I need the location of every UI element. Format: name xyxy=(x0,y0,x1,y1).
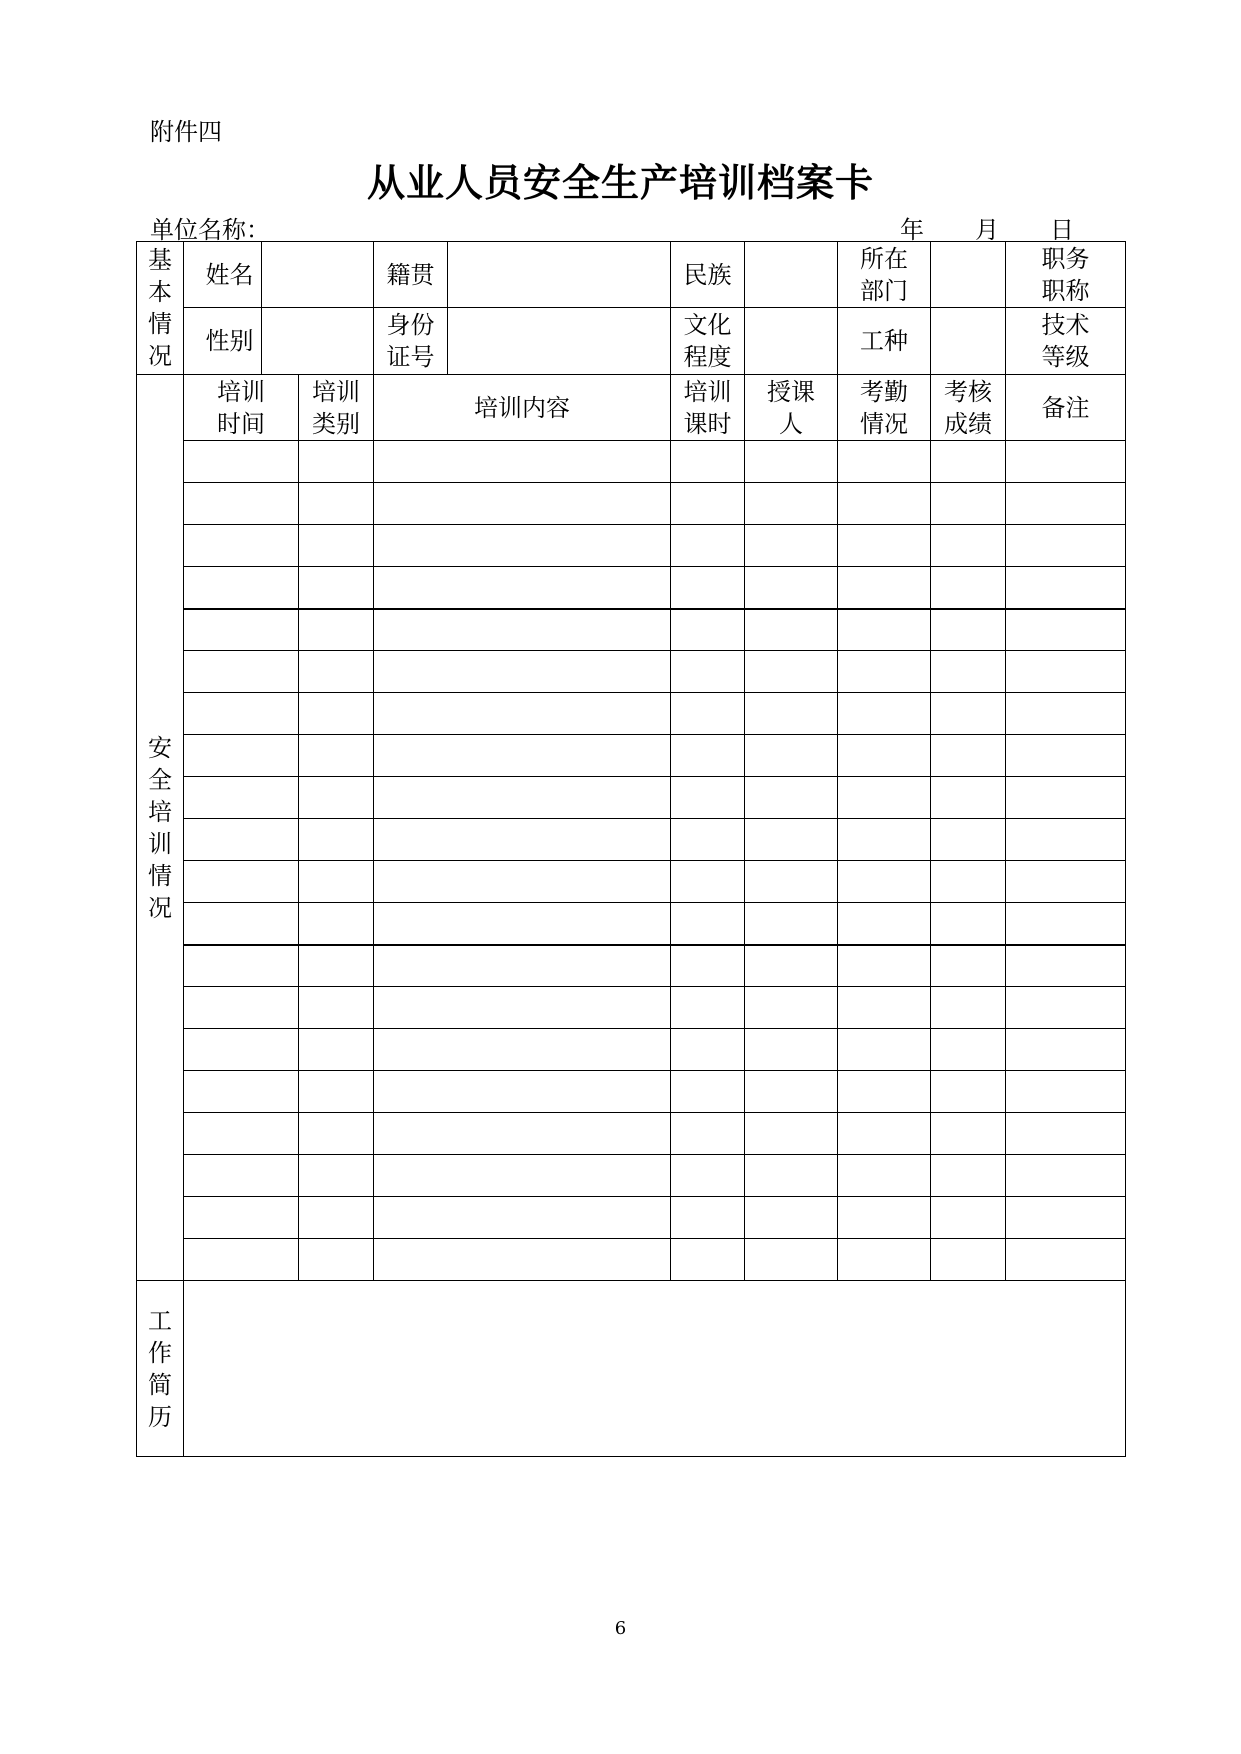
education-label-line: 文化 xyxy=(683,311,732,339)
attendance-cell[interactable] xyxy=(838,903,931,945)
training-label-char: 安 xyxy=(148,733,172,762)
training-time-cell[interactable] xyxy=(184,903,299,945)
origin-field[interactable] xyxy=(448,242,671,308)
attendance-cell[interactable] xyxy=(838,987,931,1029)
score-cell[interactable] xyxy=(931,1029,1006,1071)
training-content-cell[interactable] xyxy=(374,1155,671,1197)
resume-section-label xyxy=(137,1281,184,1457)
basic-label-char: 情 xyxy=(148,310,172,338)
unit-name-label: 单位名称： xyxy=(150,216,270,244)
id-number-label xyxy=(374,308,448,375)
job-type-label: 工种 xyxy=(838,308,931,375)
training-time-cell[interactable] xyxy=(184,819,299,861)
position-label-line: 职务 xyxy=(1041,244,1090,273)
training-record-table xyxy=(136,241,1126,1457)
gender-label: 性别 xyxy=(184,308,262,375)
training-time-cell[interactable] xyxy=(184,1197,299,1239)
remarks-cell[interactable] xyxy=(1006,903,1126,945)
training-category-cell[interactable] xyxy=(299,945,374,987)
training-category-cell[interactable] xyxy=(299,1029,374,1071)
header-lecturer xyxy=(745,375,838,441)
department-label-line: 所在 xyxy=(860,244,908,273)
lecturer-cell[interactable] xyxy=(745,819,838,861)
header-line: 考勤 xyxy=(860,377,908,406)
training-time-cell[interactable] xyxy=(184,651,299,693)
remarks-cell[interactable] xyxy=(1006,567,1126,609)
score-cell[interactable] xyxy=(931,945,1006,987)
basic-row-1 xyxy=(137,242,1126,308)
training-row xyxy=(137,1113,1126,1155)
training-hours-cell[interactable] xyxy=(671,735,745,777)
training-category-cell[interactable] xyxy=(299,819,374,861)
training-time-cell[interactable] xyxy=(184,441,299,483)
page-title: 从业人员安全生产培训档案卡 xyxy=(366,160,874,205)
attendance-cell[interactable] xyxy=(838,1113,931,1155)
training-category-cell[interactable] xyxy=(299,483,374,525)
lecturer-cell[interactable] xyxy=(745,1155,838,1197)
training-hours-cell[interactable] xyxy=(671,441,745,483)
training-content-cell[interactable] xyxy=(374,945,671,987)
attachment-label: 附件四 xyxy=(150,118,222,146)
training-time-cell[interactable] xyxy=(184,861,299,903)
remarks-cell[interactable] xyxy=(1006,609,1126,651)
training-content-cell[interactable] xyxy=(374,483,671,525)
training-row xyxy=(137,903,1126,945)
training-row xyxy=(137,945,1126,987)
attendance-cell[interactable] xyxy=(838,735,931,777)
training-content-cell[interactable] xyxy=(374,1029,671,1071)
training-category-cell[interactable] xyxy=(299,1113,374,1155)
header-training-hours xyxy=(671,375,745,441)
lecturer-cell[interactable] xyxy=(745,987,838,1029)
training-time-cell[interactable] xyxy=(184,693,299,735)
education-field[interactable] xyxy=(745,308,838,375)
training-hours-cell[interactable] xyxy=(671,483,745,525)
training-time-cell[interactable] xyxy=(184,609,299,651)
training-section-label xyxy=(137,375,184,1281)
training-category-cell[interactable] xyxy=(299,987,374,1029)
header-training-time xyxy=(184,375,299,441)
basic-label-char: 基 xyxy=(148,246,172,274)
job-type-field[interactable] xyxy=(931,308,1006,375)
id-number-label-line: 证号 xyxy=(386,343,435,371)
attendance-cell[interactable] xyxy=(838,1029,931,1071)
training-category-cell[interactable] xyxy=(299,1071,374,1113)
training-content-cell[interactable] xyxy=(374,903,671,945)
training-hours-cell[interactable] xyxy=(671,861,745,903)
training-label-char: 情 xyxy=(148,861,172,890)
training-category-cell[interactable] xyxy=(299,651,374,693)
attendance-cell[interactable] xyxy=(838,693,931,735)
training-content-cell[interactable] xyxy=(374,735,671,777)
training-time-cell[interactable] xyxy=(184,1113,299,1155)
remarks-cell[interactable] xyxy=(1006,1113,1126,1155)
lecturer-cell[interactable] xyxy=(745,567,838,609)
training-content-cell[interactable] xyxy=(374,441,671,483)
training-row xyxy=(137,819,1126,861)
remarks-cell[interactable] xyxy=(1006,693,1126,735)
basic-section-label xyxy=(137,242,184,375)
remarks-cell[interactable] xyxy=(1006,945,1126,987)
remarks-cell[interactable] xyxy=(1006,1239,1126,1281)
training-category-cell[interactable] xyxy=(299,693,374,735)
training-row xyxy=(137,1239,1126,1281)
resume-row xyxy=(137,1281,1126,1457)
header-line: 成绩 xyxy=(944,409,992,438)
position-label-line: 职称 xyxy=(1041,276,1090,305)
basic-label-char: 本 xyxy=(148,278,172,306)
training-category-cell[interactable] xyxy=(299,441,374,483)
name-label: 姓名 xyxy=(184,242,262,308)
header-line: 课时 xyxy=(683,409,732,438)
gender-field[interactable] xyxy=(262,308,374,375)
training-content-cell[interactable] xyxy=(374,1197,671,1239)
training-time-cell[interactable] xyxy=(184,567,299,609)
score-cell[interactable] xyxy=(931,651,1006,693)
lecturer-cell[interactable] xyxy=(745,861,838,903)
tech-level-label xyxy=(1006,308,1126,375)
date-year: 年 xyxy=(900,216,924,244)
header-line: 培训 xyxy=(217,377,265,406)
training-row xyxy=(137,861,1126,903)
lecturer-cell[interactable] xyxy=(745,1071,838,1113)
id-number-label-line: 身份 xyxy=(386,311,435,339)
attendance-cell[interactable] xyxy=(838,819,931,861)
attendance-cell[interactable] xyxy=(838,1155,931,1197)
attendance-cell[interactable] xyxy=(838,567,931,609)
training-time-cell[interactable] xyxy=(184,483,299,525)
training-row xyxy=(137,1029,1126,1071)
lecturer-cell[interactable] xyxy=(745,693,838,735)
attendance-cell[interactable] xyxy=(838,945,931,987)
training-content-cell[interactable] xyxy=(374,1113,671,1155)
attendance-cell[interactable] xyxy=(838,1071,931,1113)
score-cell[interactable] xyxy=(931,609,1006,651)
training-time-cell[interactable] xyxy=(184,987,299,1029)
remarks-cell[interactable] xyxy=(1006,987,1126,1029)
attendance-cell[interactable] xyxy=(838,525,931,567)
attendance-cell[interactable] xyxy=(838,483,931,525)
training-category-cell[interactable] xyxy=(299,903,374,945)
lecturer-cell[interactable] xyxy=(745,609,838,651)
ethnicity-label: 民族 xyxy=(671,242,745,308)
header-line: 类别 xyxy=(312,409,360,438)
training-row xyxy=(137,567,1126,609)
training-category-cell[interactable] xyxy=(299,1239,374,1281)
page-number: 6 xyxy=(614,1618,627,1639)
training-time-cell[interactable] xyxy=(184,1155,299,1197)
lecturer-cell[interactable] xyxy=(745,1239,838,1281)
training-label-char: 全 xyxy=(148,765,172,794)
training-time-cell[interactable] xyxy=(184,1239,299,1281)
training-content-cell[interactable] xyxy=(374,987,671,1029)
training-hours-cell[interactable] xyxy=(671,1239,745,1281)
origin-label: 籍贯 xyxy=(374,242,448,308)
training-time-cell[interactable] xyxy=(184,1029,299,1071)
training-row xyxy=(137,651,1126,693)
remarks-cell[interactable] xyxy=(1006,1155,1126,1197)
date-month: 月 xyxy=(975,216,999,244)
training-category-cell[interactable] xyxy=(299,1197,374,1239)
training-hours-cell[interactable] xyxy=(671,567,745,609)
training-category-cell[interactable] xyxy=(299,735,374,777)
training-hours-cell[interactable] xyxy=(671,1113,745,1155)
training-time-cell[interactable] xyxy=(184,735,299,777)
training-category-cell[interactable] xyxy=(299,861,374,903)
training-time-cell[interactable] xyxy=(184,1071,299,1113)
header-line: 情况 xyxy=(860,409,908,438)
name-field[interactable] xyxy=(262,242,374,308)
training-content-cell[interactable] xyxy=(374,1239,671,1281)
resume-label-char: 简 xyxy=(148,1370,172,1399)
attendance-cell[interactable] xyxy=(838,441,931,483)
remarks-cell[interactable] xyxy=(1006,735,1126,777)
training-category-cell[interactable] xyxy=(299,609,374,651)
header-training-category xyxy=(299,375,374,441)
training-time-cell[interactable] xyxy=(184,945,299,987)
lecturer-cell[interactable] xyxy=(745,903,838,945)
header-remarks: 备注 xyxy=(1006,375,1126,441)
remarks-cell[interactable] xyxy=(1006,1071,1126,1113)
score-cell[interactable] xyxy=(931,987,1006,1029)
score-cell[interactable] xyxy=(931,1113,1006,1155)
resume-label-char: 工 xyxy=(148,1306,172,1335)
training-hours-cell[interactable] xyxy=(671,987,745,1029)
score-cell[interactable] xyxy=(931,567,1006,609)
score-cell[interactable] xyxy=(931,861,1006,903)
score-cell[interactable] xyxy=(931,819,1006,861)
basic-row-2 xyxy=(137,308,1126,375)
remarks-cell[interactable] xyxy=(1006,819,1126,861)
date-day: 日 xyxy=(1050,216,1074,244)
training-content-cell[interactable] xyxy=(374,1071,671,1113)
training-row xyxy=(137,441,1126,483)
attendance-cell[interactable] xyxy=(838,777,931,819)
training-content-cell[interactable] xyxy=(374,777,671,819)
education-label xyxy=(671,308,745,375)
training-content-cell[interactable] xyxy=(374,693,671,735)
training-row xyxy=(137,1197,1126,1239)
header-line: 培训 xyxy=(312,377,360,406)
training-row xyxy=(137,777,1126,819)
training-time-cell[interactable] xyxy=(184,777,299,819)
training-hours-cell[interactable] xyxy=(671,903,745,945)
training-header-row xyxy=(137,375,1126,441)
tech-level-label-line: 技术 xyxy=(1041,311,1090,339)
score-cell[interactable] xyxy=(931,735,1006,777)
attendance-cell[interactable] xyxy=(838,861,931,903)
training-time-cell[interactable] xyxy=(184,525,299,567)
header-line: 授课 xyxy=(767,377,815,406)
training-hours-cell[interactable] xyxy=(671,777,745,819)
header-attendance xyxy=(838,375,931,441)
training-content-cell[interactable] xyxy=(374,525,671,567)
training-label-char: 培 xyxy=(148,797,172,826)
training-row xyxy=(137,483,1126,525)
department-field[interactable] xyxy=(931,242,1006,308)
lecturer-cell[interactable] xyxy=(745,735,838,777)
score-cell[interactable] xyxy=(931,903,1006,945)
training-label-char: 况 xyxy=(148,893,172,922)
lecturer-cell[interactable] xyxy=(745,1197,838,1239)
resume-label-char: 历 xyxy=(148,1402,172,1431)
remarks-cell[interactable] xyxy=(1006,777,1126,819)
resume-label-char: 作 xyxy=(148,1338,172,1367)
training-hours-cell[interactable] xyxy=(671,819,745,861)
training-hours-cell[interactable] xyxy=(671,693,745,735)
score-cell[interactable] xyxy=(931,525,1006,567)
training-hours-cell[interactable] xyxy=(671,1029,745,1071)
lecturer-cell[interactable] xyxy=(745,1113,838,1155)
lecturer-cell[interactable] xyxy=(745,483,838,525)
header-line: 人 xyxy=(779,409,803,438)
training-label-char: 训 xyxy=(148,829,172,858)
score-cell[interactable] xyxy=(931,1197,1006,1239)
basic-label-char: 况 xyxy=(148,342,172,370)
score-cell[interactable] xyxy=(931,777,1006,819)
ethnicity-field[interactable] xyxy=(745,242,838,308)
training-hours-cell[interactable] xyxy=(671,1071,745,1113)
score-cell[interactable] xyxy=(931,1239,1006,1281)
training-hours-cell[interactable] xyxy=(671,609,745,651)
lecturer-cell[interactable] xyxy=(745,945,838,987)
header-score xyxy=(931,375,1006,441)
training-content-cell[interactable] xyxy=(374,567,671,609)
lecturer-cell[interactable] xyxy=(745,441,838,483)
remarks-cell[interactable] xyxy=(1006,1029,1126,1071)
training-content-cell[interactable] xyxy=(374,861,671,903)
training-row xyxy=(137,1071,1126,1113)
department-label xyxy=(838,242,931,308)
training-content-cell[interactable] xyxy=(374,651,671,693)
training-hours-cell[interactable] xyxy=(671,945,745,987)
remarks-cell[interactable] xyxy=(1006,651,1126,693)
lecturer-cell[interactable] xyxy=(745,1029,838,1071)
header-line: 考核 xyxy=(944,377,992,406)
training-category-cell[interactable] xyxy=(299,567,374,609)
remarks-cell[interactable] xyxy=(1006,483,1126,525)
lecturer-cell[interactable] xyxy=(745,525,838,567)
training-content-cell[interactable] xyxy=(374,819,671,861)
training-content-cell[interactable] xyxy=(374,609,671,651)
header-line: 培训 xyxy=(683,377,732,406)
tech-level-label-line: 等级 xyxy=(1041,343,1090,371)
training-row xyxy=(137,525,1126,567)
training-hours-cell[interactable] xyxy=(671,525,745,567)
attendance-cell[interactable] xyxy=(838,609,931,651)
score-cell[interactable] xyxy=(931,483,1006,525)
training-category-cell[interactable] xyxy=(299,525,374,567)
department-label-line: 部门 xyxy=(860,276,908,305)
remarks-cell[interactable] xyxy=(1006,861,1126,903)
training-category-cell[interactable] xyxy=(299,777,374,819)
lecturer-cell[interactable] xyxy=(745,651,838,693)
remarks-cell[interactable] xyxy=(1006,441,1126,483)
resume-field[interactable] xyxy=(184,1281,1126,1457)
attendance-cell[interactable] xyxy=(838,1239,931,1281)
score-cell[interactable] xyxy=(931,1071,1006,1113)
position-label xyxy=(1006,242,1126,308)
education-label-line: 程度 xyxy=(683,343,732,371)
attendance-cell[interactable] xyxy=(838,651,931,693)
training-row xyxy=(137,693,1126,735)
score-cell[interactable] xyxy=(931,1155,1006,1197)
training-row xyxy=(137,609,1126,651)
score-cell[interactable] xyxy=(931,441,1006,483)
attendance-cell[interactable] xyxy=(838,1197,931,1239)
training-row xyxy=(137,735,1126,777)
id-number-field[interactable] xyxy=(448,308,671,375)
header-training-content: 培训内容 xyxy=(374,375,671,441)
remarks-cell[interactable] xyxy=(1006,1197,1126,1239)
training-row xyxy=(137,1155,1126,1197)
training-hours-cell[interactable] xyxy=(671,651,745,693)
training-row xyxy=(137,987,1126,1029)
training-hours-cell[interactable] xyxy=(671,1197,745,1239)
lecturer-cell[interactable] xyxy=(745,777,838,819)
training-category-cell[interactable] xyxy=(299,1155,374,1197)
score-cell[interactable] xyxy=(931,693,1006,735)
training-hours-cell[interactable] xyxy=(671,1155,745,1197)
header-line: 时间 xyxy=(217,409,265,438)
remarks-cell[interactable] xyxy=(1006,525,1126,567)
